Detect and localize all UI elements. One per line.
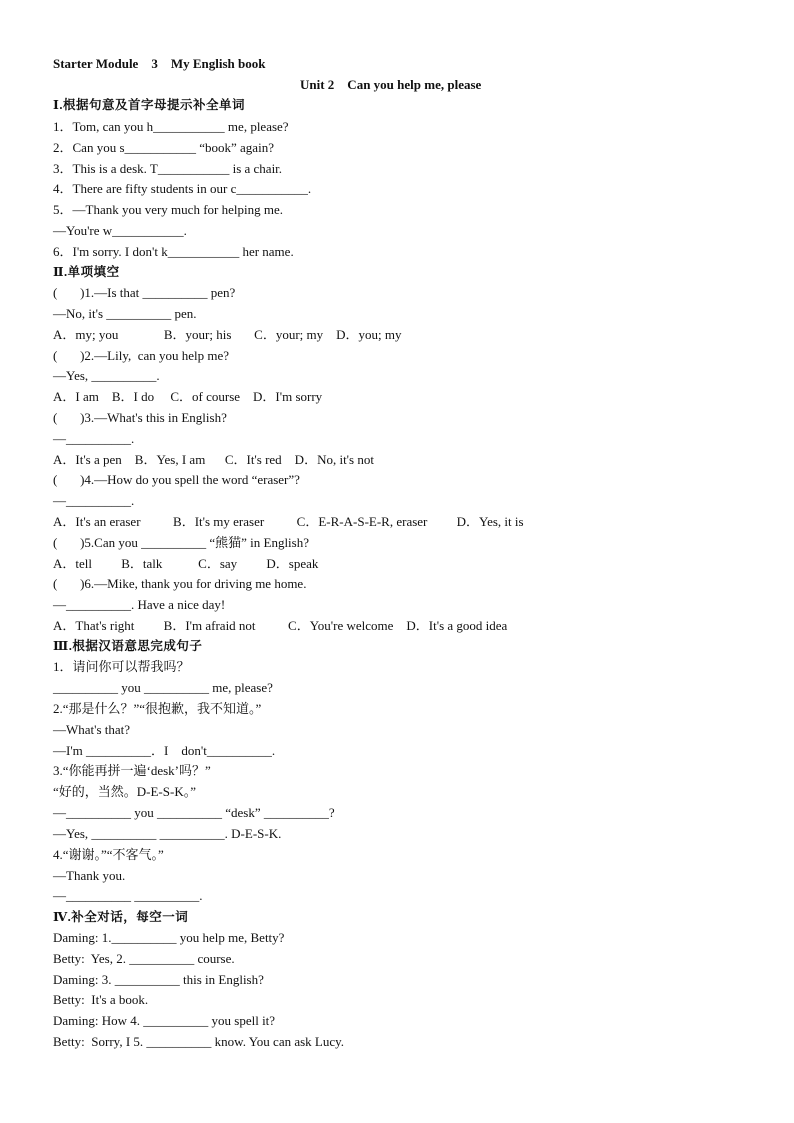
section-4-line: Betty: Yes, 2. __________ course. <box>53 951 235 966</box>
section-2-line: —__________. <box>53 431 135 446</box>
section-2-options: A．I am B．I do C．of course D．I'm sorry <box>53 389 323 404</box>
section-2-heading: Ⅱ.单项填空 <box>53 265 120 279</box>
section-2-line: —__________. <box>53 493 135 508</box>
section-4-line: Daming: 3. __________ this in English? <box>53 972 264 987</box>
section-1-line: 5．—Thank you very much for helping me. <box>53 202 283 217</box>
section-3-line: —__________ you __________ “desk” __________? <box>53 805 335 820</box>
section-4-line: Betty: It's a book. <box>53 992 149 1007</box>
section-2-line: ( )4.—How do you spell the word “eraser”? <box>53 472 300 487</box>
section-3-line: —I'm __________．I don't__________. <box>53 743 276 758</box>
section-3-line: —What's that? <box>53 722 131 737</box>
section-1-line: 3．This is a desk. T___________ is a chair. <box>53 161 283 176</box>
section-1-line: 1．Tom, can you h___________ me, please? <box>53 119 289 134</box>
section-1-heading: Ⅰ.根据句意及首字母提示补全单词 <box>53 98 245 112</box>
section-2-line: —Yes, __________. <box>53 368 160 383</box>
module-title: Starter Module 3 My English book <box>53 56 266 71</box>
section-2-line: ( )6.—Mike, thank you for driving me home. <box>53 576 307 591</box>
section-2-options: A．my; you B．your; his C．your; my D．you; my <box>53 327 402 342</box>
section-4-line: Betty: Sorry, I 5. __________ know. You can ask Lucy. <box>53 1034 345 1049</box>
section-2-options: A．That's right B．I'm afraid not C．You're welcome D．It's a good idea <box>53 618 508 633</box>
section-2-line: —__________. Have a nice day! <box>53 597 226 612</box>
section-2-line: ( )3.—What's this in English? <box>53 410 227 425</box>
section-3-line: 4.“谢谢。”“不客气。” <box>53 847 164 862</box>
section-2-line: ( )2.—Lily, can you help me? <box>53 348 230 363</box>
section-3-line: —__________ __________. <box>53 888 203 903</box>
section-3-line: 3.“你能再拼一遍‘desk’吗？” <box>53 763 211 778</box>
section-1-line: 2．Can you s___________ “book” again? <box>53 140 274 155</box>
section-3-line: —Yes, __________ __________. D-E-S-K. <box>53 826 282 841</box>
section-4-line: Daming: 1.__________ you help me, Betty? <box>53 930 285 945</box>
section-2-options: A．It's an eraser B．It's my eraser C．E-R-A-S-E-R, eraser D．Yes, it is <box>53 514 524 529</box>
section-1-line: 4．There are fifty students in our c___________. <box>53 181 312 196</box>
section-2-line: —No, it's __________ pen. <box>53 306 197 321</box>
section-3-line: “好的，当然。D-E-S-K。” <box>53 784 196 799</box>
section-3-line: __________ you __________ me, please? <box>53 680 273 695</box>
section-4-line: Daming: How 4. __________ you spell it? <box>53 1013 276 1028</box>
section-2-options: A．It's a pen B．Yes, I am C．It's red D．No, it's not <box>53 452 374 467</box>
section-4-heading: Ⅳ.补全对话，每空一词 <box>53 910 189 924</box>
section-2-options: A．tell B．talk C．say D．speak <box>53 556 319 571</box>
section-2-line: ( )1.—Is that __________ pen? <box>53 285 236 300</box>
unit-title: Unit 2 Can you help me, please <box>300 77 482 92</box>
section-1-line: —You're w___________. <box>53 223 187 238</box>
section-3-line: —Thank you. <box>53 868 126 883</box>
section-3-line: 1．请问你可以帮我吗？ <box>53 659 190 674</box>
section-1-line: 6．I'm sorry. I don't k___________ her name. <box>53 244 294 259</box>
section-3-line: 2.“那是什么？”“很抱歉，我不知道。” <box>53 701 262 716</box>
section-2-line: ( )5.Can you __________ “熊猫” in English? <box>53 535 309 550</box>
section-3-heading: Ⅲ.根据汉语意思完成句子 <box>53 639 203 653</box>
